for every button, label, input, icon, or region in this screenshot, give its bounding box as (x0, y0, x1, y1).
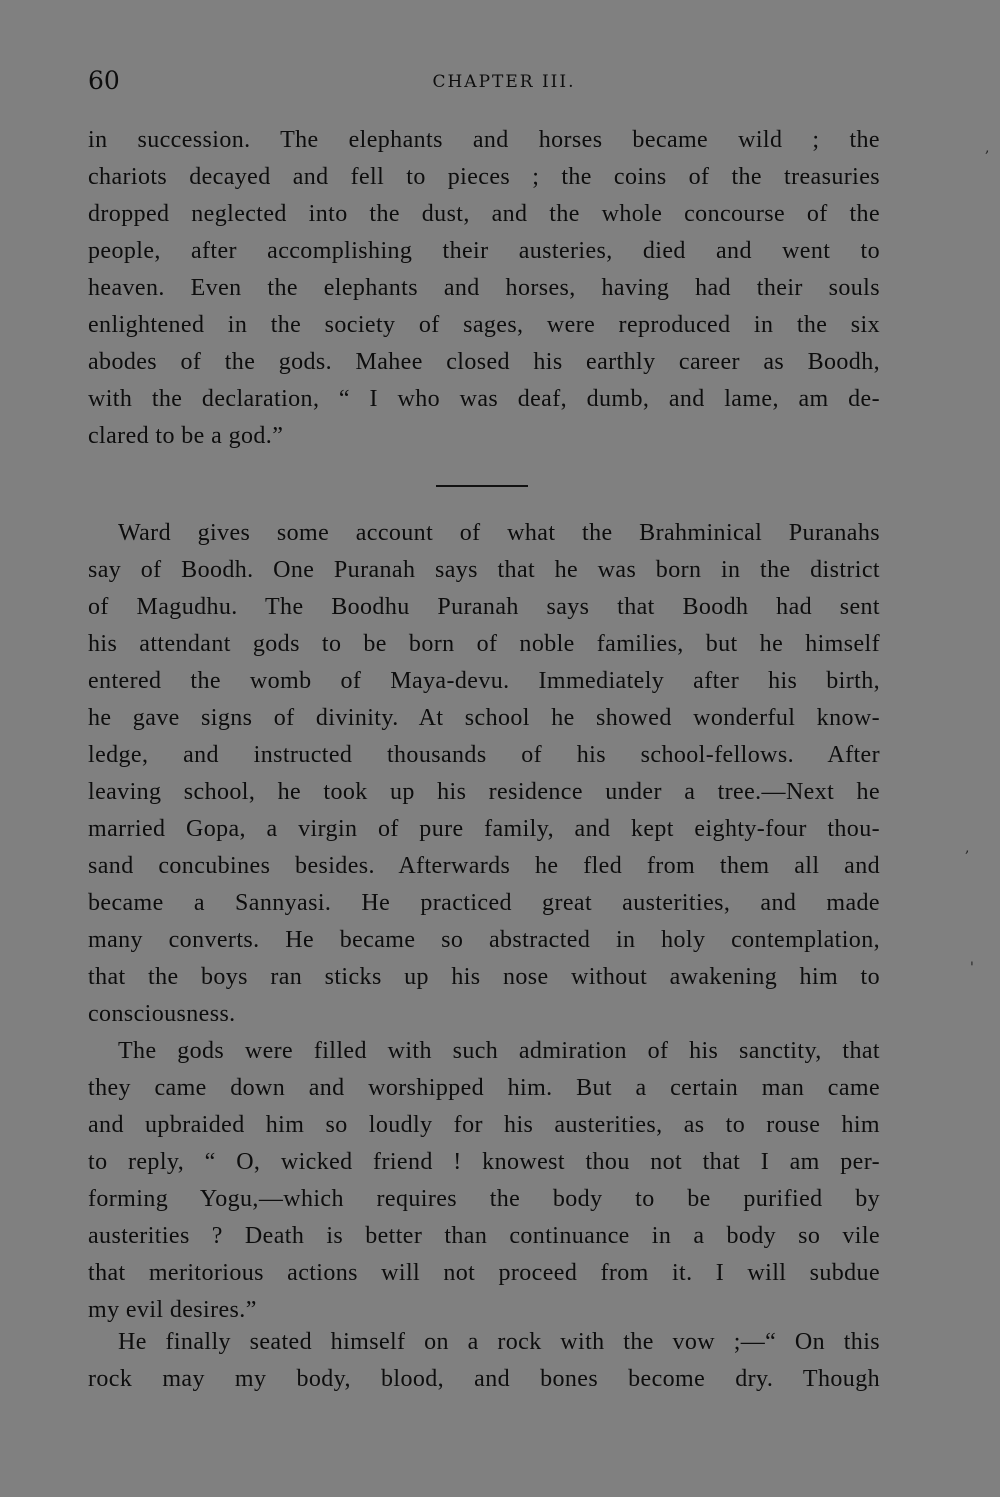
text-line: with the declaration, “ I who was deaf, dumb, and lame, am de- (88, 386, 880, 412)
paragraph-2 (88, 515, 880, 1033)
text-line: enlightened in the society of sages, were reproduced in the six (88, 312, 880, 338)
running-head: CHAPTER III. (432, 72, 576, 92)
text-line: consciousness. (88, 1001, 236, 1027)
text-line: became a Sannyasi. He practiced great austerities, and made (88, 890, 880, 916)
section-divider (436, 485, 528, 487)
text-line: and upbraided him so loudly for his austerities, as to rouse him (88, 1112, 880, 1138)
text-line: ledge, and instructed thousands of his school-fellows. After (88, 742, 880, 768)
page-speck: , (965, 840, 970, 856)
text-line: heaven. Even the elephants and horses, having had their souls (88, 275, 880, 301)
text-line: of Magudhu. The Boodhu Puranah says that Boodh had sent (88, 594, 880, 620)
text-line: Ward gives some account of what the Brahminical Puranahs (118, 520, 880, 546)
text-line: many converts. He became so abstracted in holy contemplation, (88, 927, 880, 953)
text-line: clared to be a god.” (88, 423, 284, 449)
text-line: they came down and worshipped him. But a certain man came (88, 1075, 880, 1101)
paragraph-3 (88, 1033, 880, 1329)
text-line: dropped neglected into the dust, and the whole concourse of the (88, 201, 880, 227)
page-header (88, 66, 880, 106)
text-line: he gave signs of divinity. At school he showed wonderful know- (88, 705, 880, 731)
text-line: people, after accomplishing their austeries, died and went to (88, 238, 880, 264)
text-line: say of Boodh. One Puranah says that he was born in the district (88, 557, 880, 583)
text-line: that the boys ran sticks up his nose without awakening him to (88, 964, 880, 990)
text-line: chariots decayed and fell to pieces ; the coins of the treasuries (88, 164, 880, 190)
text-line: He finally seated himself on a rock with the vow ;—“ On this (118, 1329, 880, 1355)
text-line: austerities ? Death is better than continuance in a body so vile (88, 1223, 880, 1249)
text-line: to reply, “ O, wicked friend ! knowest thou not that I am per- (88, 1149, 880, 1175)
text-line: rock may my body, blood, and bones become dry. Though (88, 1366, 880, 1392)
text-line: sand concubines besides. Afterwards he fled from them all and (88, 853, 880, 879)
page-number: 60 (88, 66, 120, 95)
text-line: The gods were filled with such admiration of his sanctity, that (118, 1038, 880, 1064)
text-line: entered the womb of Maya-devu. Immediately after his birth, (88, 668, 880, 694)
text-line: his attendant gods to be born of noble families, but he himself (88, 631, 880, 657)
paragraph-4 (88, 1324, 880, 1398)
text-line: abodes of the gods. Mahee closed his earthly career as Boodh, (88, 349, 880, 375)
text-line: that meritorious actions will not proceed from it. I will subdue (88, 1260, 880, 1286)
text-line: leaving school, he took up his residence under a tree.—Next he (88, 779, 880, 805)
paragraph-1 (88, 122, 880, 455)
page-speck: ' (970, 960, 974, 976)
text-line: my evil desires.” (88, 1297, 257, 1323)
text-line: forming Yogu,—which requires the body to be purified by (88, 1186, 880, 1212)
page-speck: , (985, 140, 990, 156)
text-line: married Gopa, a virgin of pure family, and kept eighty-four thou- (88, 816, 880, 842)
text-line: in succession. The elephants and horses became wild ; the (88, 127, 880, 153)
